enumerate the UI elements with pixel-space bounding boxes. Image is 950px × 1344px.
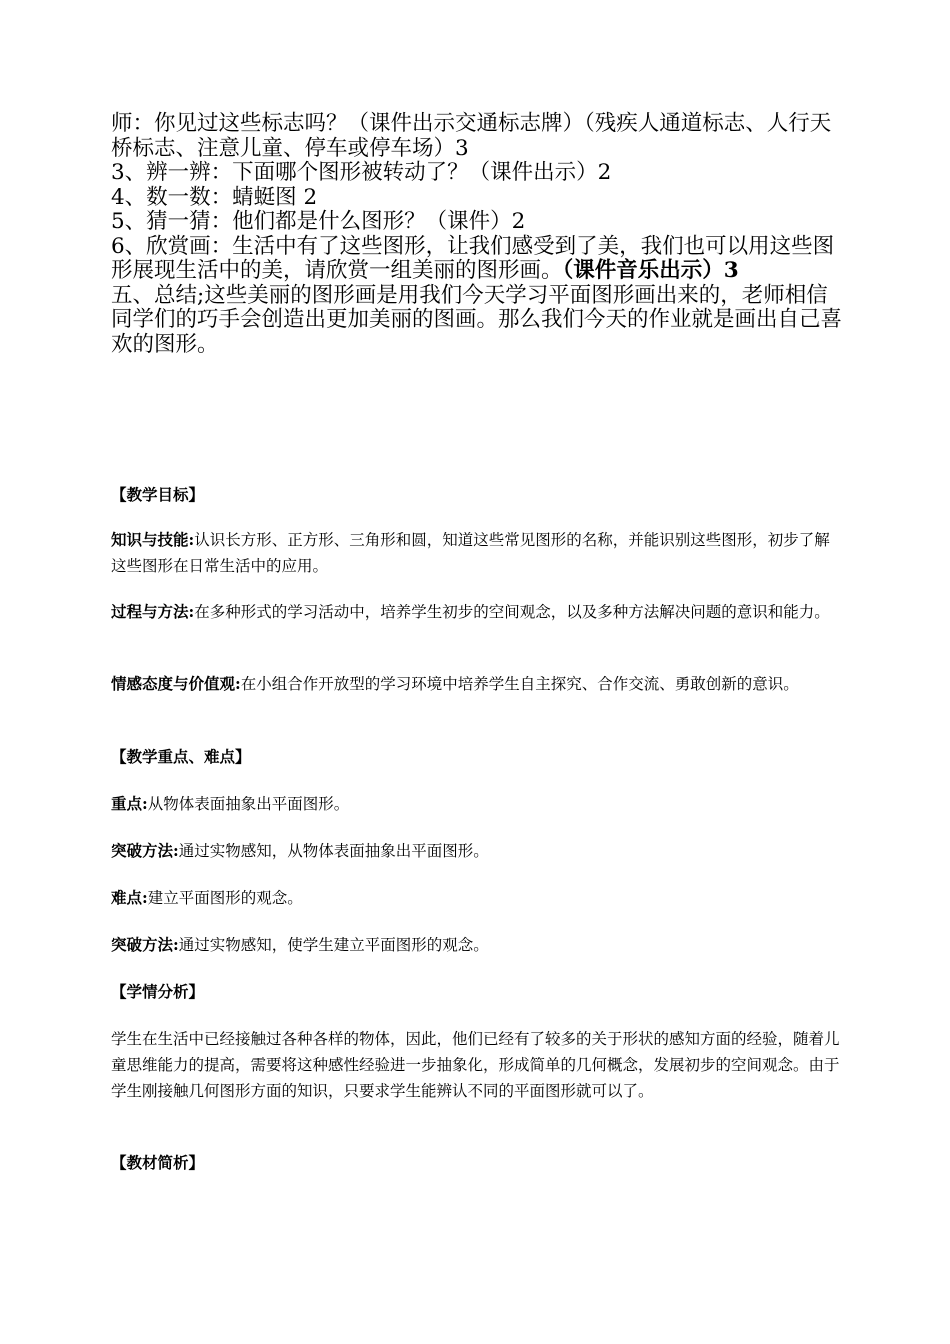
summary: 五、总结;这些美丽的图形画是用我们今天学习平面图形画出来的，老师相信同学们的巧手会创造出更加美丽的图画。那么我们今天的作业就是画出自己喜欢的图形。 xyxy=(111,282,843,357)
knowledge-text: 认识长方形、正方形、三角形和圆，知道这些常见图形的名称，并能识别这些图形，初步了解这些图形在日常生活中的应用。 xyxy=(111,531,830,575)
step-teacher-question: 师：你见过这些标志吗？（课件出示交通标志牌）（残疾人通道标志、人行天桥标志、注意儿童、停车或停车场）3 xyxy=(111,111,832,161)
analysis-heading: 【学情分析】 xyxy=(111,982,205,1001)
method2-text: 通过实物感知，使学生建立平面图形的观念。 xyxy=(178,936,489,954)
knowledge-label: 知识与技能: xyxy=(111,530,195,549)
difficulty-text: 建立平面图形的观念。 xyxy=(147,889,303,907)
process-label: 过程与方法: xyxy=(111,602,195,621)
method1-label: 突破方法: xyxy=(111,841,179,860)
step-4: 4、数一数：蜻蜓图 2 xyxy=(111,184,318,210)
focus-line xyxy=(111,791,843,817)
difficulty-label: 难点: xyxy=(111,888,148,907)
method1-text: 通过实物感知，从物体表面抽象出平面图形。 xyxy=(178,842,489,860)
attitude-label: 情感态度与价值观: xyxy=(111,674,241,693)
method2-line xyxy=(111,932,843,958)
objective-knowledge xyxy=(111,527,843,579)
objective-attitude xyxy=(111,671,843,697)
step-6-bold-note: （课件音乐出示）3 xyxy=(562,258,739,283)
step-5: 5、猜一猜：他们都是什么图形？（课件）2 xyxy=(111,209,526,234)
focus-label: 重点: xyxy=(111,794,148,813)
objectives-heading: 【教学目标】 xyxy=(111,485,205,504)
lesson-steps xyxy=(111,112,843,357)
method1-line xyxy=(111,838,843,864)
step-3: 3、辨一辨：下面哪个图形被转动了？（课件出示）2 xyxy=(111,160,612,185)
objective-process xyxy=(111,599,843,625)
process-text: 在多种形式的学习活动中，培养学生初步的空间观念，以及多种方法解决问题的意识和能力。 xyxy=(194,603,830,621)
method2-label: 突破方法: xyxy=(111,935,179,954)
focus-text: 从物体表面抽象出平面图形。 xyxy=(147,795,350,813)
textbook-heading: 【教材简析】 xyxy=(111,1153,205,1172)
step-6 xyxy=(111,235,843,284)
step-6-text: 6、欣赏画：生活中有了这些图形，让我们感受到了美，我们也可以用这些图形展现生活中的美，请欣赏一组美丽的图形画。 xyxy=(111,233,835,283)
key-points-heading: 【教学重点、难点】 xyxy=(111,747,251,766)
difficulty-line xyxy=(111,885,843,911)
attitude-text: 在小组合作开放型的学习环境中培养学生自主探究、合作交流、勇敢创新的意识。 xyxy=(240,675,799,693)
analysis-text: 学生在生活中已经接触过各种各样的物体，因此，他们已经有了较多的关于形状的感知方面的经验，随着儿童思维能力的提高，需要将这种感性经验进一步抽象化，形成简单的几何概念，发展初步的空间观念。由于学生刚接触几何图形方面的知识，只要求学生能辨认不同的平面图形就可以了。 xyxy=(111,1030,840,1100)
